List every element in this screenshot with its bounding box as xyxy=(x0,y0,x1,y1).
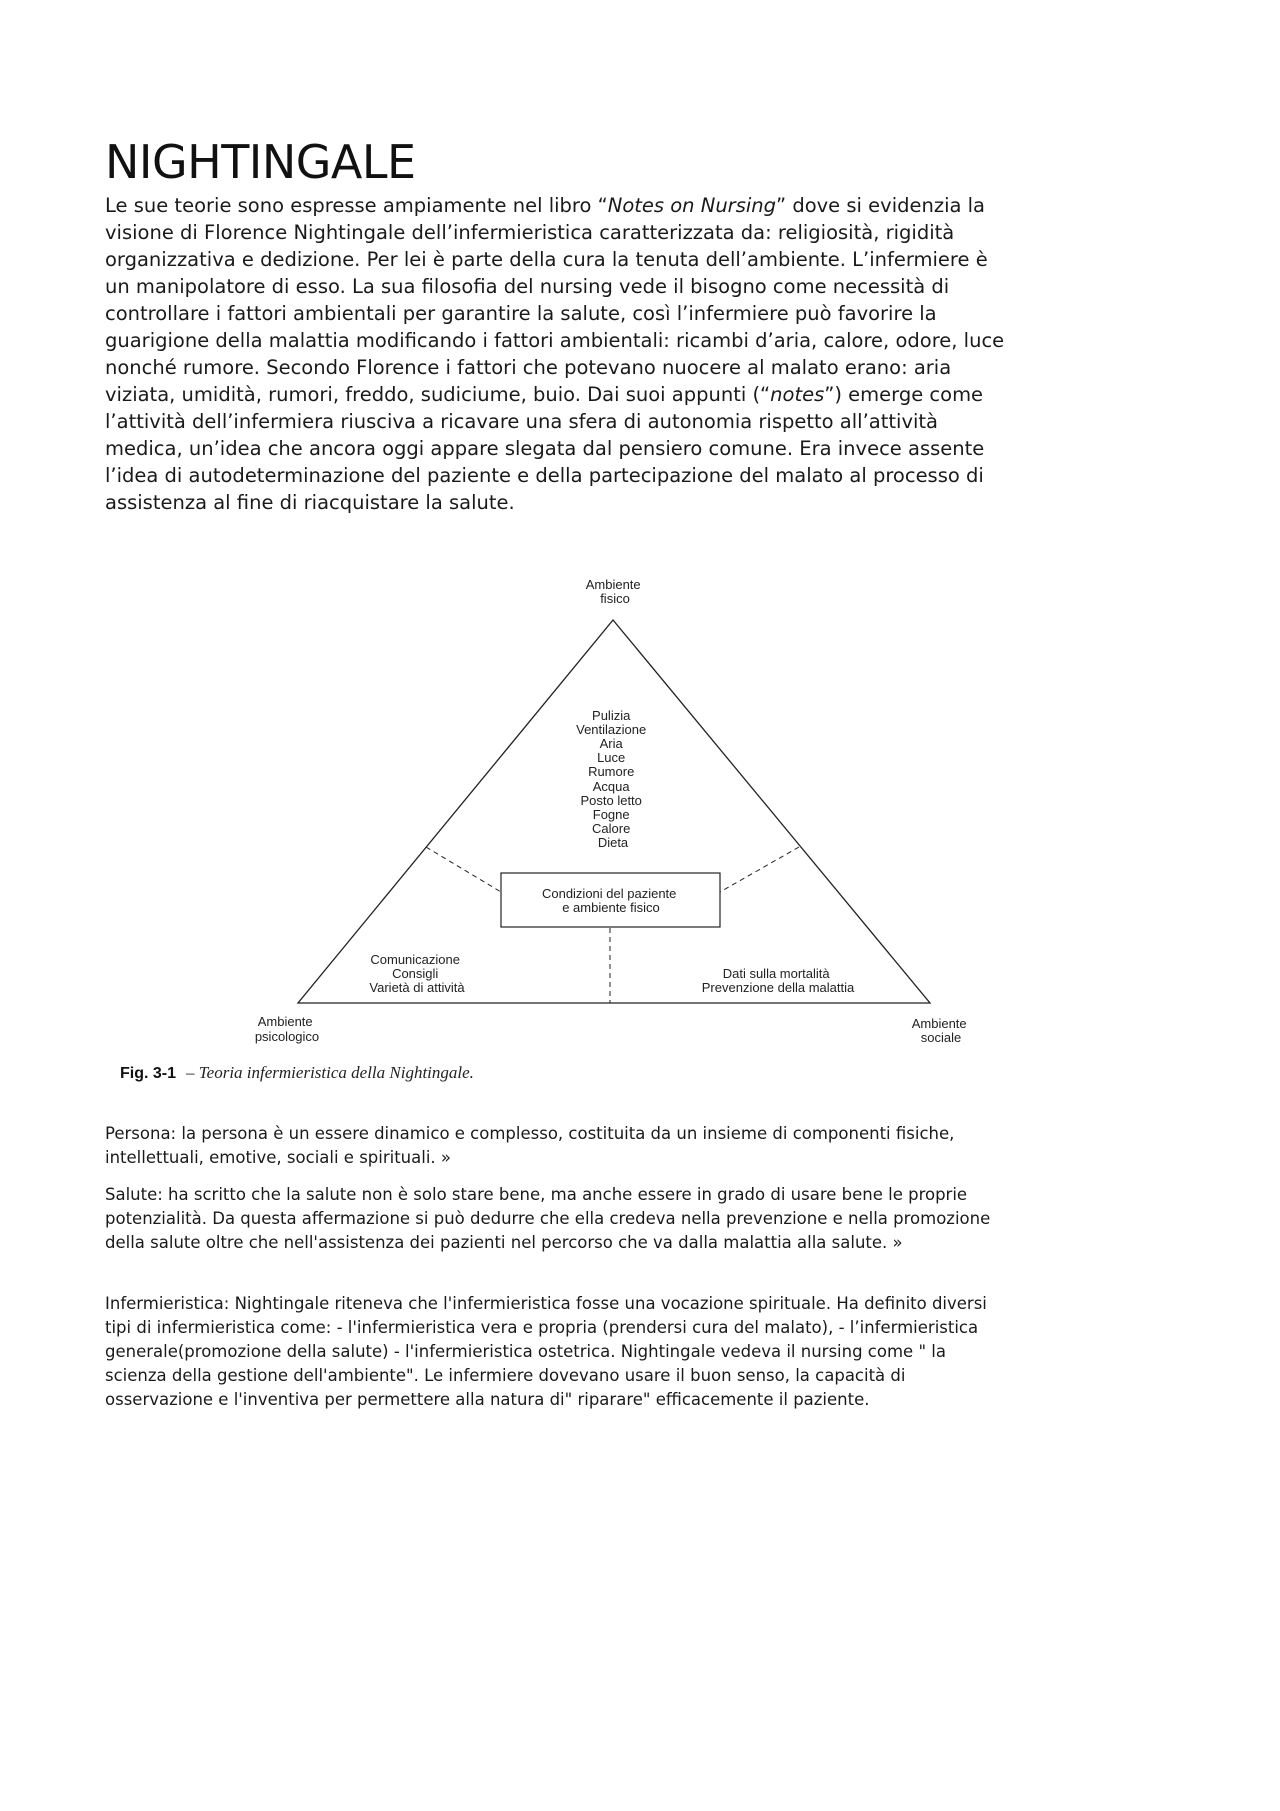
dashed-line-right xyxy=(720,847,799,892)
right-region-item: Dati sulla mortalità xyxy=(722,966,830,981)
factor-item: Posto letto xyxy=(580,793,642,808)
notes-word: notes xyxy=(770,383,825,406)
top-vertex-line-1: Ambiente xyxy=(585,577,641,592)
svg-text:Dati sulla mortalità Pre xyxy=(702,966,855,995)
left-region-item: Consigli xyxy=(392,966,439,981)
svg-text:Ambiente fisico xyxy=(586,577,645,606)
intro-paragraph xyxy=(105,192,1005,516)
factor-item: Dieta xyxy=(597,835,629,850)
figure-caption-text: – Teoria infermieristica della Nightingale. xyxy=(186,1063,474,1082)
factor-item: Rumore xyxy=(588,764,635,779)
factor-item: Luce xyxy=(597,750,626,765)
intro-text-3: ”) emerge come l’attività dell’infermiera riusciva a ricavare una sfera di autonomia rispetto all’attività medica, un’idea che ancora oggi appare slegata dal pensiero comune. Era invece assente l’idea di autodeterminazione del paziente e della partecipazione del malato al processo di assistenza al fine di riacquistare la salute. xyxy=(105,383,985,514)
right-vertex-line-1: Ambiente xyxy=(911,1016,967,1031)
nightingale-theory-diagram xyxy=(108,565,988,1100)
left-region-item: Varietà di attività xyxy=(369,980,465,995)
intro-text-2: ” dove si evidenzia la visione di Florence Nightingale dell’infermieristica caratterizzata da: religiosità, rigidità organizzativa e dedizione. Per lei è parte della cura la tenuta dell’ambiente. L’infermiere è un manipolatore di esso. La sua filosofia del nursing vede il bisogno come necessità di controllare i fattori ambientali per garantire la salute, così l’infermiere può favorire la guarigione della malattia modificando i fattori ambientali: ricambi d’aria, calore, odore, luce nonché rumore. Secondo Florence i fattori che potevano nuocere al malato erano: aria viziata, umidità, rumori, freddo, sudiciume, buio. Dai suoi appunti (“ xyxy=(105,194,1005,406)
svg-text:Condizioni del paziente xyxy=(542,886,680,915)
factor-item: Pulizia xyxy=(592,708,631,723)
intro-text-1: Le sue teorie sono espresse ampiamente nel libro “ xyxy=(105,194,608,217)
left-region-item: Comunicazione xyxy=(370,952,460,967)
svg-text:Ambiente psicologico xyxy=(255,1014,319,1044)
page-title: NIGHTINGALE xyxy=(105,135,416,189)
factor-item: Acqua xyxy=(592,779,630,794)
left-vertex-line-2: psicologico xyxy=(254,1029,320,1044)
left-vertex-line-1: Ambiente xyxy=(257,1014,313,1029)
factor-item: Fogne xyxy=(592,807,630,822)
svg-text:Fig. 3-1 – Teoria inferm xyxy=(120,1063,474,1082)
figure-caption-label: Fig. 3-1 xyxy=(120,1065,177,1082)
svg-text:Comunicazione Consigli xyxy=(369,952,465,995)
persona-paragraph: Persona: la persona è un essere dinamico e complesso, costituita da un insieme di componenti fisiche, intellettuali, emotive, sociali e spirituali. » xyxy=(105,1124,955,1167)
factor-item: Ventilazione xyxy=(576,722,647,737)
dashed-line-left xyxy=(426,847,501,892)
salute-paragraph: Salute: ha scritto che la salute non è solo stare bene, ma anche essere in grado di usare bene le proprie potenzialità. Da questa affermazione si può dedurre che ella credeva nella prevenzione e nella promozione della salute oltre che nell'assistenza dei pazienti nel percorso che va dalla malattia alla salute. » xyxy=(105,1185,991,1252)
box-line-1: Condizioni del paziente xyxy=(541,886,677,901)
svg-text:Ambiente sociale xyxy=(912,1016,971,1045)
svg-text:Pulizia Ventilazione xyxy=(576,708,650,850)
right-vertex-line-2: sociale xyxy=(920,1030,962,1045)
top-vertex-line-2: fisico xyxy=(600,591,630,606)
right-region-item: Prevenzione della malattia xyxy=(701,980,855,995)
book-title: Notes on Nursing xyxy=(607,194,777,217)
box-line-2: e ambiente fisico xyxy=(562,900,660,915)
factor-item: Aria xyxy=(599,736,623,751)
factor-item: Calore xyxy=(592,821,631,836)
infermieristica-paragraph: Infermieristica: Nightingale riteneva che l'infermieristica fosse una vocazione spirituale. Ha definito diversi tipi di infermieristica come: - l'infermieristica vera e propria (prendersi cura del malato), - l’infermieristica generale(promozione della salute) - l'infermieristica ostetrica. Nightingale vedeva il nursing come " la scienza della gestione dell'ambiente". Le infermiere dovevano usare il buon senso, la capacità di osservazione e l'inventiva per permettere alla natura di" riparare" efficacemente il paziente. xyxy=(105,1294,987,1409)
